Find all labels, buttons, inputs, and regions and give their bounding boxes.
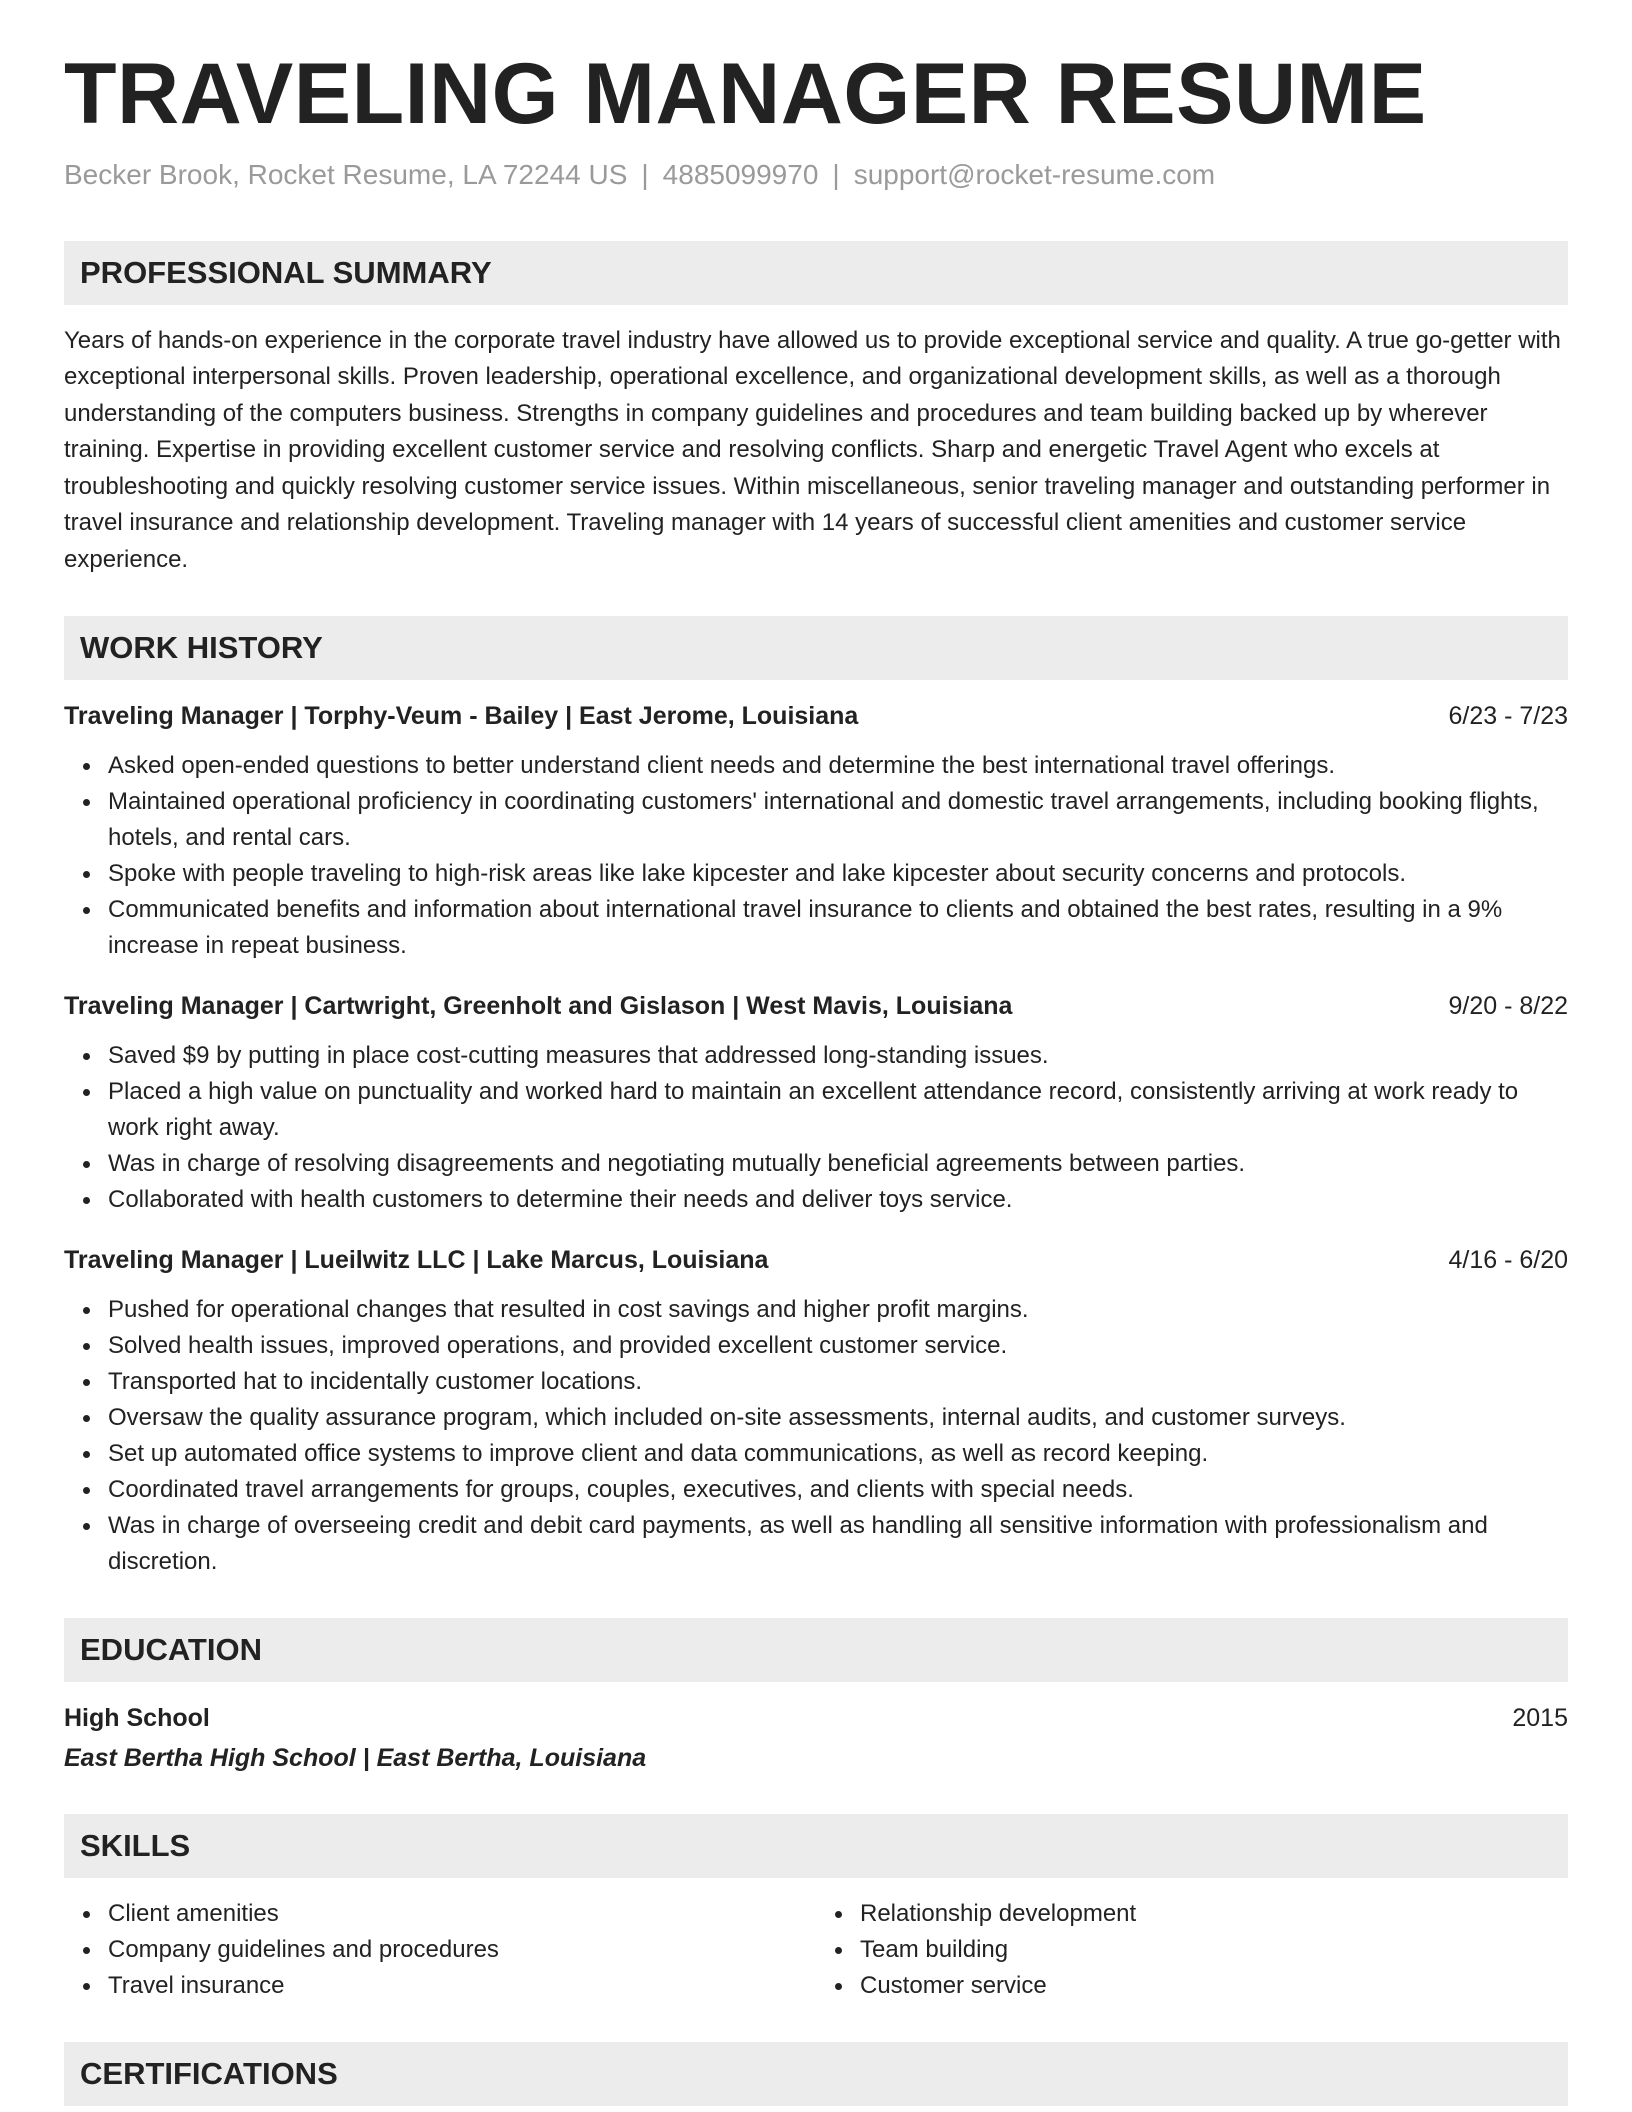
section-title-work-history: WORK HISTORY xyxy=(64,616,1568,680)
job-bullet: Was in charge of resolving disagreements and negotiating mutually beneficial agreements between parties. xyxy=(108,1146,1568,1182)
skill-item: Relationship development xyxy=(860,1896,1568,1932)
job-dates: 9/20 - 8/22 xyxy=(1448,992,1568,1021)
job-dates: 4/16 - 6/20 xyxy=(1448,1246,1568,1275)
job-entry xyxy=(64,698,1568,964)
skills-column-right xyxy=(816,1896,1568,2004)
job-header xyxy=(64,698,1568,734)
skills-grid xyxy=(64,1896,1568,2004)
skill-item: Team building xyxy=(860,1932,1568,1968)
job-dates: 6/23 - 7/23 xyxy=(1448,702,1568,731)
job-title: Traveling Manager | Torphy-Veum - Bailey | East Jerome, Louisiana xyxy=(64,702,859,731)
education-year: 2015 xyxy=(1512,1704,1568,1733)
contact-line xyxy=(64,159,1568,191)
skill-item: Client amenities xyxy=(108,1896,816,1932)
summary-text: Years of hands-on experience in the corporate travel industry have allowed us to provide exceptional service and quality. A true go-getter with exceptional interpersonal skills. Proven leadership, operational excellence, and organizational development skills, as well as a thorough understanding of the computers business. Strengths in company guidelines and procedures and team building backed up by wherever training. Expertise in providing excellent customer service and resolving conflicts. Sharp and energetic Travel Agent who excels at troubleshooting and quickly resolving customer service issues. Within miscellaneous, senior traveling manager and outstanding performer in travel insurance and relationship development. Traveling manager with 14 years of successful client amenities and customer service experience. xyxy=(64,326,1561,573)
resume-name: TRAVELING MANAGER RESUME xyxy=(64,46,1427,142)
contact-email: support@rocket-resume.com xyxy=(853,158,1216,190)
job-bullet: Placed a high value on punctuality and worked hard to maintain an excellent attendance record, consistently arriving at work ready to work right away. xyxy=(108,1074,1568,1146)
education-entry xyxy=(64,1700,1568,1776)
job-bullets xyxy=(64,1038,1568,1218)
education-school: East Bertha High School | East Bertha, Louisiana xyxy=(64,1744,647,1773)
job-bullet: Asked open-ended questions to better understand client needs and determine the best international travel offerings. xyxy=(108,748,1568,784)
section-title-skills: SKILLS xyxy=(64,1814,1568,1878)
skill-item: Travel insurance xyxy=(108,1968,816,2004)
job-bullet: Communicated benefits and information about international travel insurance to clients and obtained the best rates, resulting in a 9% increase in repeat business. xyxy=(108,892,1568,964)
job-header xyxy=(64,1242,1568,1278)
job-bullet: Pushed for operational changes that resulted in cost savings and higher profit margins. xyxy=(108,1292,1568,1328)
contact-separator: | xyxy=(832,158,840,190)
section-title-certifications: CERTIFICATIONS xyxy=(64,2042,1568,2106)
job-bullet: Oversaw the quality assurance program, which included on-site assessments, internal audits, and customer surveys. xyxy=(108,1400,1568,1436)
job-bullet: Was in charge of overseeing credit and debit card payments, as well as handling all sensitive information with professionalism and discretion. xyxy=(108,1508,1568,1580)
section-title-summary: PROFESSIONAL SUMMARY xyxy=(64,241,1568,305)
contact-phone: 4885099970 xyxy=(662,158,819,190)
skill-item: Company guidelines and procedures xyxy=(108,1932,816,1968)
job-bullets xyxy=(64,1292,1568,1580)
job-bullet: Spoke with people traveling to high-risk areas like lake kipcester and lake kipcester about security concerns and protocols. xyxy=(108,856,1568,892)
contact-separator: | xyxy=(641,158,649,190)
education-header xyxy=(64,1700,1568,1736)
skills-column-left xyxy=(64,1896,816,2004)
skill-item: Customer service xyxy=(860,1968,1568,2004)
job-bullet: Solved health issues, improved operations, and provided excellent customer service. xyxy=(108,1328,1568,1364)
contact-address: Becker Brook, Rocket Resume, LA 72244 US xyxy=(64,158,628,190)
job-entry xyxy=(64,1242,1568,1580)
section-title-education: EDUCATION xyxy=(64,1618,1568,1682)
job-bullet: Maintained operational proficiency in coordinating customers' international and domestic travel arrangements, including booking flights, hotels, and rental cars. xyxy=(108,784,1568,856)
job-title: Traveling Manager | Cartwright, Greenholt and Gislason | West Mavis, Louisiana xyxy=(64,992,1013,1021)
job-bullet: Transported hat to incidentally customer locations. xyxy=(108,1364,1568,1400)
job-bullet: Collaborated with health customers to determine their needs and deliver toys service. xyxy=(108,1182,1568,1218)
job-header xyxy=(64,988,1568,1024)
job-bullets xyxy=(64,748,1568,964)
job-bullet: Coordinated travel arrangements for groups, couples, executives, and clients with special needs. xyxy=(108,1472,1568,1508)
job-title: Traveling Manager | Lueilwitz LLC | Lake Marcus, Louisiana xyxy=(64,1246,769,1275)
job-entry xyxy=(64,988,1568,1218)
job-bullet: Set up automated office systems to improve client and data communications, as well as record keeping. xyxy=(108,1436,1568,1472)
education-degree: High School xyxy=(64,1704,210,1733)
job-bullet: Saved $9 by putting in place cost-cutting measures that addressed long-standing issues. xyxy=(108,1038,1568,1074)
